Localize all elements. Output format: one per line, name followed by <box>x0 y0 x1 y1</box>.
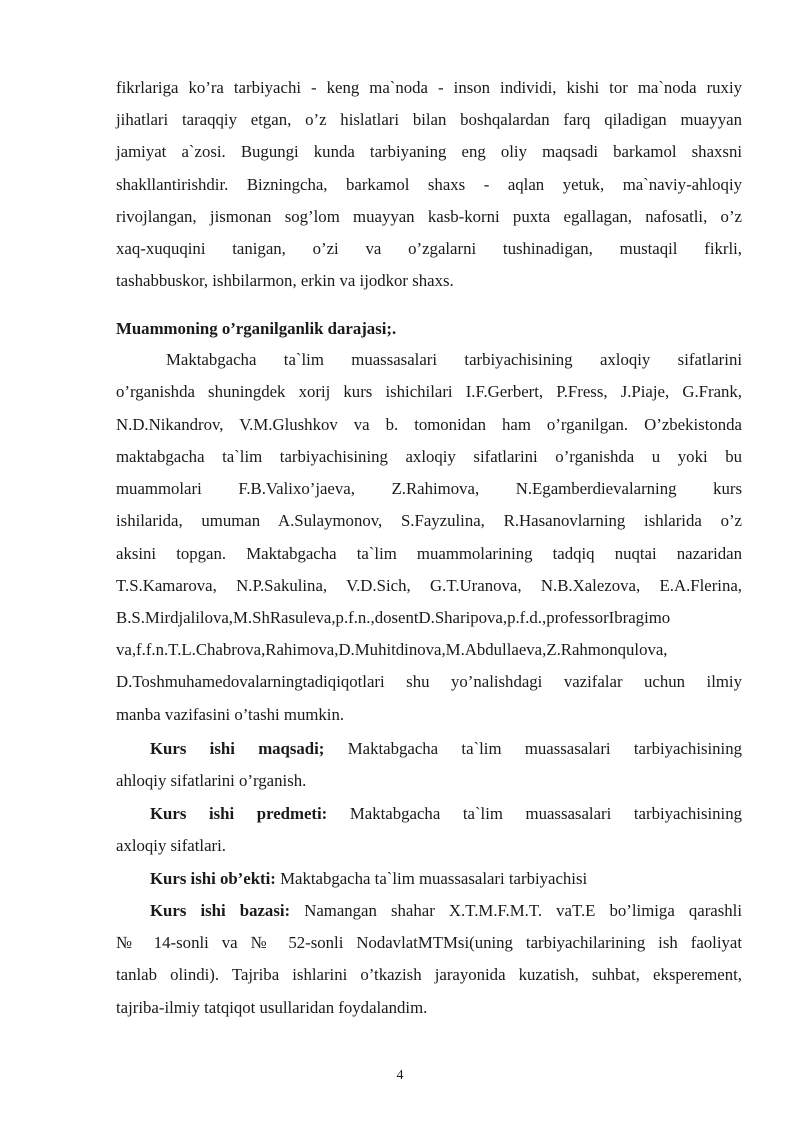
text-line: axloqiy sifatlari. <box>116 836 226 855</box>
goal-label: Kurs ishi maqsadi; <box>150 739 325 758</box>
text-line: tajriba-ilmiy tatqiqot usullaridan foydalandim. <box>116 998 428 1017</box>
text-line: ishilarida, umuman A.Sulaymonov, S.Fayzulina, R.Hasanovlarning ishlarida o’z <box>116 511 742 530</box>
text-line: fikrlariga ko’ra tarbiyachi - keng ma`noda - inson individi, kishi tor ma`noda ruxiy <box>116 78 742 97</box>
text-line: T.S.Kamarova, N.P.Sakulina, V.D.Sich, G.T.Uranova, N.B.Xalezova, E.A.Flerina, <box>116 576 742 595</box>
text-line: xaq-xuquqini tanigan, o’zi va o’zgalarni tushinadigan, mustaqil fikrli, <box>116 239 742 258</box>
text-line <box>150 899 742 923</box>
text-line: rivojlangan, jismonan sog’lom muayyan kasb-korni puxta egallagan, nafosatli, o’z <box>116 207 742 226</box>
text-line: manba vazifasini o’tashi mumkin. <box>116 705 345 724</box>
text-line: maktabgacha ta`lim tarbiyachisining axloqiy sifatlarini o’rganishda u yoki bu <box>116 447 742 466</box>
page-number: 4 <box>396 1068 404 1083</box>
subject-text: Maktabgacha ta`lim muassasalari tarbiyachisining <box>327 804 742 823</box>
text-line: jamiyat a`zosi. Bugungi kunda tarbiyaning eng oliy maqsadi barkamol shaxsni <box>116 142 742 161</box>
course-object <box>150 867 742 891</box>
base-text: Namangan shahar X.T.M.F.M.T. vaT.E bo’limiga qarashli <box>290 901 742 920</box>
section-heading: Muammoning o’rganilganlik darajasi;. <box>116 319 397 338</box>
object-text: Maktabgacha ta`lim muassasalari tarbiyachisi <box>275 869 588 888</box>
text-line: Maktabgacha ta`lim muassasalari tarbiyachisining axloqiy sifatlarini <box>166 350 742 369</box>
text-line <box>150 737 742 761</box>
text-line: tanlab olindi). Tajriba ishlarini o’tkazish jarayonida kuzatish, suhbat, eksperement, <box>116 965 742 984</box>
base-label: Kurs ishi bazasi: <box>150 901 291 920</box>
text-line: ahloqiy sifatlarini o’rganish. <box>116 771 307 790</box>
text-line: tashabbuskor, ishbilarmon, erkin va ijodkor shaxs. <box>116 271 454 290</box>
object-label: Kurs ishi ob’ekti: <box>150 869 276 888</box>
text-line: B.S.Mirdjalilova,M.ShRasuleva,p.f.n.,dosentD.Sharipova,p.f.d.,professorIbragimo <box>116 608 671 627</box>
text-line: N.D.Nikandrov, V.M.Glushkov va b. tomonidan ham o’rganilgan. O’zbekistonda <box>116 415 742 434</box>
text-line: D.Toshmuhamedovalarningtadiqiqotlari shu yo’nalishdagi vazifalar uchun ilmiy <box>116 672 742 691</box>
text-line: № 14-sonli va № 52-sonli NodavlatMTMsi(uning tarbiyachilarining ish faoliyat <box>116 933 742 952</box>
subject-label: Kurs ishi predmeti: <box>150 804 328 823</box>
text-line: aksini topgan. Maktabgacha ta`lim muammolarining tadqiq nuqtai nazaridan <box>116 544 742 563</box>
text-line: va,f.f.n.T.L.Chabrova,Rahimova,D.Muhitdinova,M.Abdullaeva,Z.Rahmonqulova, <box>116 640 668 659</box>
goal-text: Maktabgacha ta`lim muassasalari tarbiyachisining <box>324 739 743 758</box>
text-line <box>150 802 742 826</box>
text-line: o’rganishda shuningdek xorij kurs ishichilari I.F.Gerbert, P.Fress, J.Piaje, G.Frank, <box>116 382 742 401</box>
text-line: muammolari F.B.Valixo’jaeva, Z.Rahimova, N.Egamberdievalarning kurs <box>116 479 742 498</box>
text-line: jihatlari taraqqiy etgan, o’z hislatlari bilan boshqalardan farq qiladigan muayyan <box>116 110 742 129</box>
text-line: shakllantirishdir. Bizningcha, barkamol shaxs - aqlan yetuk, ma`naviy-ahloqiy <box>116 175 742 194</box>
